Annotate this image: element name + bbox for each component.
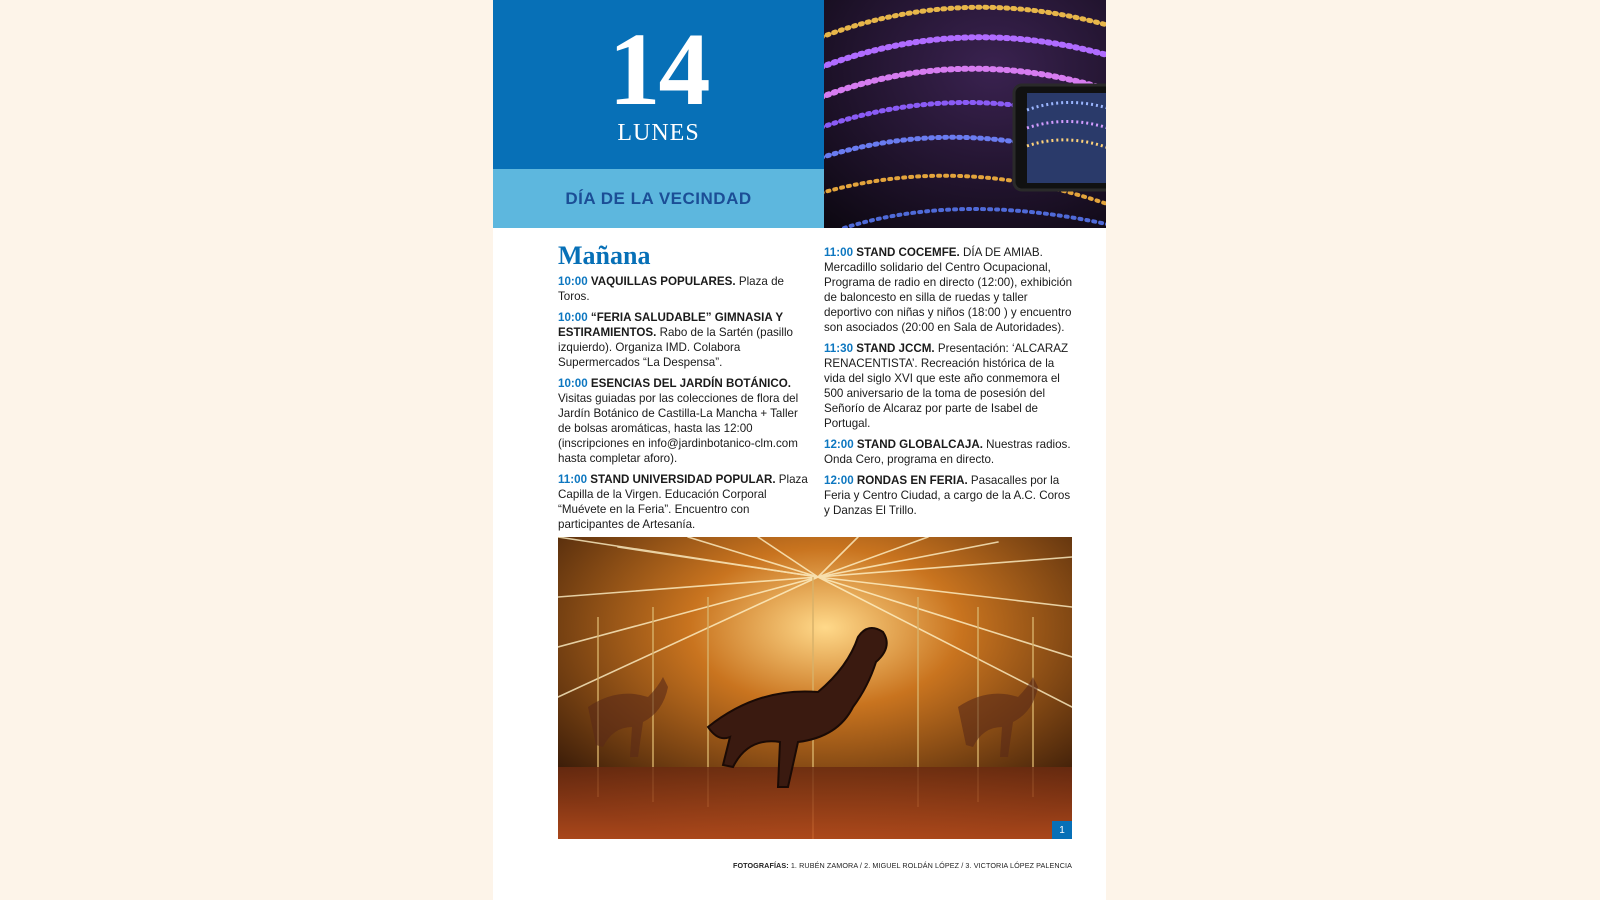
event-item <box>558 274 808 304</box>
event-item <box>824 437 1076 467</box>
event-item <box>824 341 1076 431</box>
event-title: ESENCIAS DEL JARDÍN BOTÁNICO. <box>590 377 792 390</box>
event-description: Presentación: ‘ALCARAZ RENACENTISTA’. Recreación histórica de la vida del siglo XVI que este año conmemora el 500 aniversario de la toma de posesión del Señorío de Alcaraz por parte de Isabel de Portugal. <box>824 342 1069 430</box>
event-description: Plaza Capilla de la Virgen. Educación Corporal “Muévete en la Feria”. Encuentro con participantes de Artesanía. <box>558 473 808 531</box>
event-description: Rabo de la Sartén (pasillo izquierdo). Organiza IMD. Colabora Supermercados “La Despensa”. <box>558 326 793 369</box>
event-description: Nuestras radios. Onda Cero, programa en directo. <box>824 438 1071 466</box>
event-title: STAND GLOBALCAJA. <box>856 438 983 451</box>
photo-number-badge: 1 <box>1052 821 1072 839</box>
photo-credits <box>733 861 1072 870</box>
carousel-photo <box>558 537 1072 839</box>
right-column <box>824 245 1076 524</box>
festival-lights-photo <box>824 0 1106 228</box>
event-time: 11:00 <box>824 246 854 259</box>
event-title: “FERIA SALUDABLE” GIMNASIA Y ESTIRAMIENTOS. <box>558 311 783 339</box>
date-header <box>493 0 824 169</box>
event-description: DÍA DE AMIAB. Mercadillo solidario del Centro Ocupacional, Programa de radio en directo (12:00), exhibición de baloncesto en silla de ruedas y taller deportivo con niñas y niños (18:00 ) y encuentro son asociados (20:00 en Sala de Autoridades). <box>824 246 1073 334</box>
event-time: 11:30 <box>824 342 854 355</box>
event-time: 12:00 <box>824 474 854 487</box>
left-column <box>558 242 808 538</box>
event-title: STAND JCCM. <box>856 342 935 355</box>
event-item <box>558 472 808 532</box>
event-time: 10:00 <box>558 377 588 390</box>
event-item <box>824 245 1076 335</box>
event-item <box>558 310 808 370</box>
event-item <box>558 376 808 466</box>
event-description: Plaza de Toros. <box>558 275 784 303</box>
credits-text: 1. RUBÉN ZAMORA / 2. MIGUEL ROLDÁN LÓPEZ / 3. VICTORIA LÓPEZ PALENCIA <box>788 861 1072 870</box>
subtitle-band <box>493 169 824 228</box>
program-page <box>493 0 1106 900</box>
event-time: 11:00 <box>558 473 588 486</box>
festival-lights-image <box>824 0 1106 228</box>
section-title: Mañana <box>558 241 651 270</box>
event-time: 10:00 <box>558 311 588 324</box>
day-number: 14 <box>608 12 709 127</box>
day-name: LUNES <box>617 120 700 146</box>
credits-label: FOTOGRAFÍAS: <box>732 861 789 870</box>
event-title: STAND COCEMFE. <box>856 246 960 259</box>
event-time: 10:00 <box>558 275 588 288</box>
event-description: Pasacalles por la Feria y Centro Ciudad, a cargo de la A.C. Coros y Danzas El Trillo. <box>824 474 1071 517</box>
event-title: STAND UNIVERSIDAD POPULAR. <box>590 473 776 486</box>
event-item <box>824 473 1076 518</box>
event-time: 12:00 <box>824 438 854 451</box>
event-title: RONDAS EN FERIA. <box>856 474 968 487</box>
day-subtitle: DÍA DE LA VECINDAD <box>565 188 752 208</box>
event-title: VAQUILLAS POPULARES. <box>590 275 736 288</box>
event-description: Visitas guiadas por las colecciones de flora del Jardín Botánico de Castilla-La Mancha + Taller de bolsas aromáticas, hasta las 12:00 (inscripciones en info@jardinbotanico-clm.com hasta completar aforo). <box>558 392 799 465</box>
carousel-image <box>558 537 1072 839</box>
